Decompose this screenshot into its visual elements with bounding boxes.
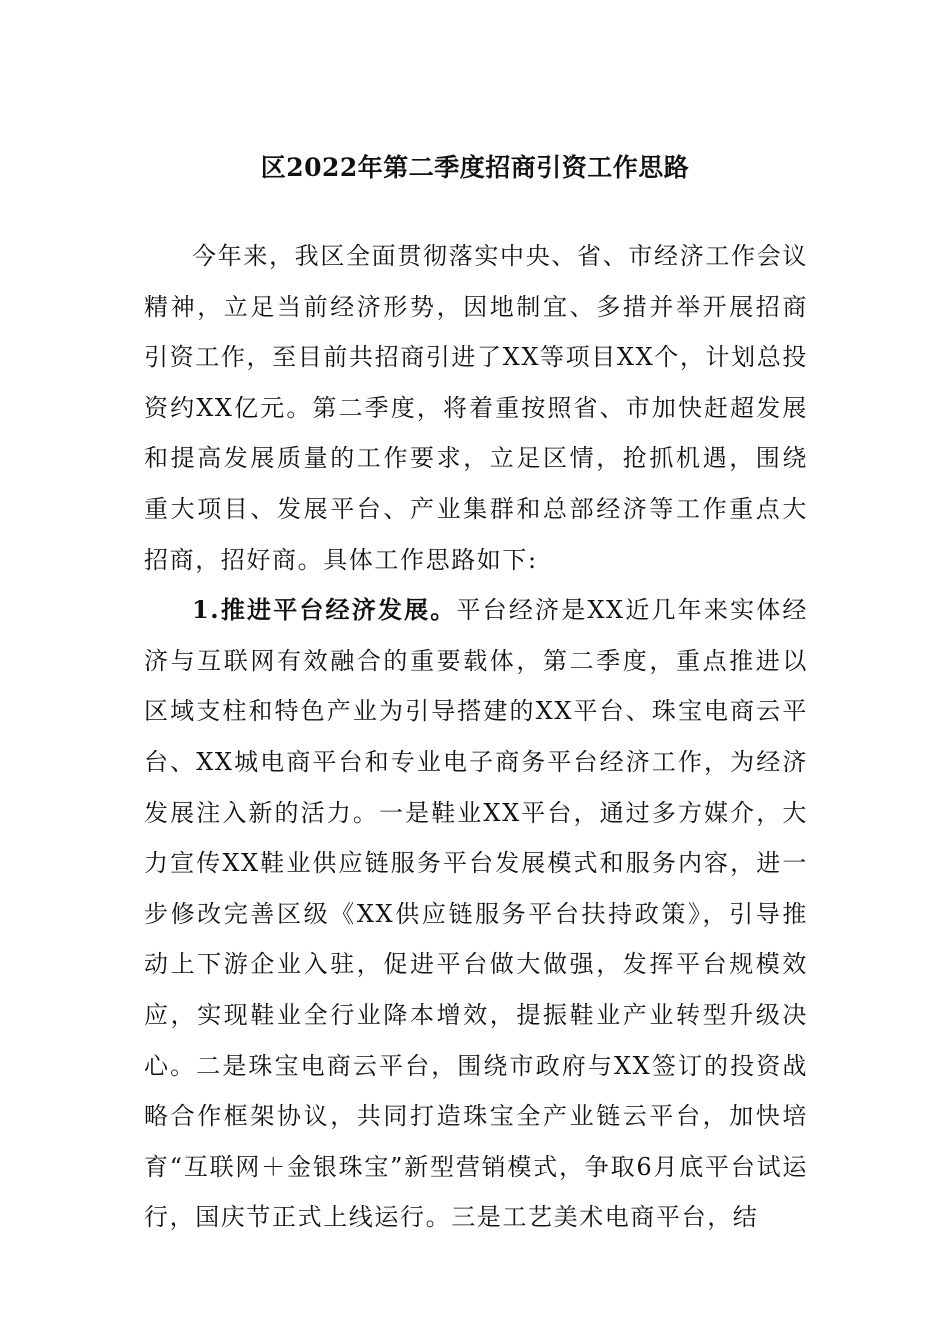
paragraph-intro [144,231,808,585]
section-heading-platform-economy: 1.推进平台经济发展。 [192,595,457,625]
paragraph-intro-text: 今年来，我区全面贯彻落实中央、省、市经济工作会议精神，立足当前经济形势，因地制宜、多措并举开展招商引资工作，至目前共招商引进了XX等项目XX个，计划总投资约XX亿元。第二季度，将着重按照省、市加快赶超发展和提高发展质量的工作要求，立足区情，抢抓机遇，围绕重大项目、发展平台、产业集群和总部经济等工作重点大招商，招好商。具体工作思路如下: [144,242,808,574]
document-title: 区2022年第二季度招商引资工作思路 [260,153,690,182]
paragraph-platform-economy [144,585,808,1243]
paragraph-platform-economy-text: 平台经济是XX近几年来实体经济与互联网有效融合的重要载体，第二季度，重点推进以区域支柱和特色产业为引导搭建的XX平台、珠宝电商云平台、XX城电商平台和专业电子商务平台经济工作，为经济发展注入新的活力。一是鞋业XX平台，通过多方媒介，大力宣传XX鞋业供应链服务平台发展模式和服务内容，进一步修改完善区级《XX供应链服务平台扶持政策》，引导推动上下游企业入驻，促进平台做大做强，发挥平台规模效应，实现鞋业全行业降本增效，提振鞋业产业转型升级决心。二是珠宝电商云平台，围绕市政府与XX签订的投资战略合作框架协议，共同打造珠宝全产业链云平台，加快培育“互联网＋金银珠宝”新型营销模式，争取6月底平台试运行，国庆节正式上线运行。三是工艺美术电商平台，结 [144,596,809,1232]
document-body [144,231,808,1243]
